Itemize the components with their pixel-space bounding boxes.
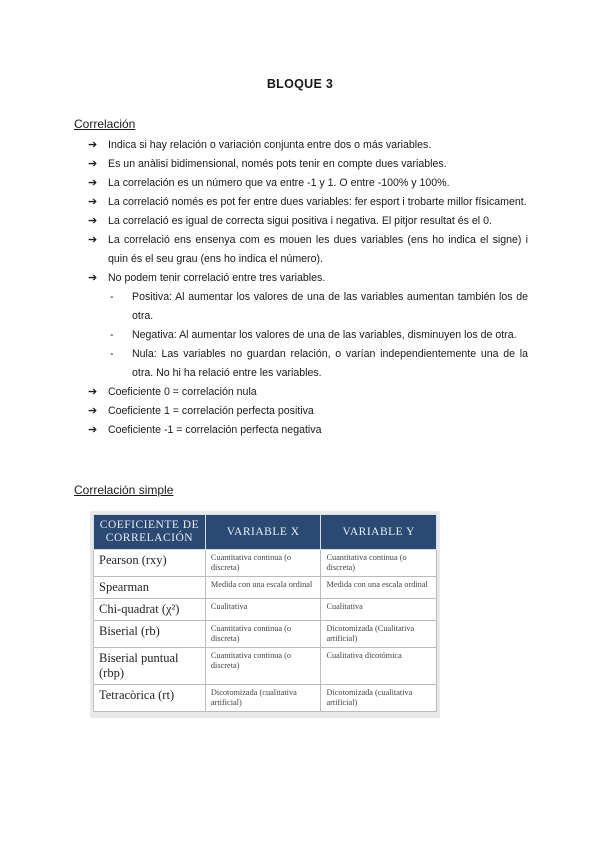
list-item [88,231,528,269]
arrow-right-icon: ➔ [88,158,98,170]
arrow-right-icon: ➔ [88,405,98,417]
column-header: COEFICIENTE DE CORRELACIÓN [94,515,206,550]
list-item [88,136,528,155]
list-item-text: Coeficiente -1 = correlación perfecta negativa [108,424,322,436]
arrow-right-icon: ➔ [88,424,98,436]
table-cell: Cuantitativa continua (o discreta) [321,550,437,577]
table-row [94,621,437,648]
list-item [88,269,528,288]
table-row [94,577,437,599]
table-header-row [94,515,437,550]
table-cell: Cuantitativa continua (o discreta) [205,621,321,648]
sub-list-item [88,288,528,326]
list-item [88,212,528,231]
arrow-right-icon: ➔ [88,177,98,189]
table-cell: Dicotomizada (cualitativa artificial) [321,685,437,712]
table-row [94,599,437,621]
list-item-text: La correlació es igual de correcta sigui positiva i negativa. El pitjor resultat és el 0. [108,215,492,227]
list-item-text: Coeficiente 1 = correlación perfecta positiva [108,405,314,417]
dash-icon: - [110,348,114,360]
arrow-right-icon: ➔ [88,272,98,284]
table-cell: Cualitativa dicotómica [321,648,437,685]
list-item [88,174,528,193]
section-heading-correlacion: Correlación [74,117,136,131]
table-cell: Dicotomizada (cualitativa artificial) [205,685,321,712]
arrow-right-icon: ➔ [88,386,98,398]
list-item [88,193,528,212]
dash-icon: - [110,291,114,303]
sub-list-item-text: Negativa: Al aumentar los valores de una de las variables, disminuyen los de otra. [132,329,517,341]
arrow-right-icon: ➔ [88,215,98,227]
table-cell: Pearson (rxy) [94,550,206,577]
dash-icon: - [110,329,114,341]
table-cell: Medida con una escala ordinal [321,577,437,599]
table-row [94,685,437,712]
list-item-text: La correlación es un número que va entre -1 y 1. O entre -100% y 100%. [108,177,450,189]
table-cell: Dicotomizada (Cualitativa artificial) [321,621,437,648]
list-item [88,421,528,440]
column-header: VARIABLE Y [321,515,437,550]
table-row [94,648,437,685]
arrow-right-icon: ➔ [88,196,98,208]
correlation-table [93,514,437,712]
table-cell: Medida con una escala ordinal [205,577,321,599]
list-item [88,383,528,402]
sub-list-item-text: Positiva: Al aumentar los valores de una de las variables aumentan también los de otra. [132,291,528,322]
table-cell: Cuantitativa continua (o discreta) [205,648,321,685]
table-cell: Biserial (rb) [94,621,206,648]
list-item-text: La correlació ens ensenya com es mouen les dues variables (ens ho indica el signe) i quin és el seu grau (ens ho indica el número). [108,234,528,265]
list-item [88,402,528,421]
list-item-text: No podem tenir correlació entre tres variables. [108,272,326,284]
table-cell: Spearman [94,577,206,599]
arrow-right-icon: ➔ [88,234,98,246]
table-cell: Cuantitativa continua (o discreta) [205,550,321,577]
list-item-text: Es un anàlisi bidimensional, només pots tenir en compte dues variables. [108,158,447,170]
sub-list-item [88,326,528,345]
list-item-text: Coeficiente 0 = correlación nula [108,386,257,398]
list-item-text: La correlació només es pot fer entre dues variables: fer esport i trobarte millor físicament. [108,196,527,208]
column-header: VARIABLE X [205,515,321,550]
bullet-list [88,136,528,440]
sub-list-item [88,345,528,383]
sub-list-item-text: Nula: Las variables no guardan relación, o varían independientemente una de la otra. No hi ha relació entre les variables. [132,348,528,379]
table-cell: Tetracòrica (rt) [94,685,206,712]
list-item [88,155,528,174]
list-item-text: Indica si hay relación o variación conjunta entre dos o más variables. [108,139,432,151]
table-cell: Cualitativa [205,599,321,621]
table-row [94,550,437,577]
page-title: BLOQUE 3 [266,77,334,91]
section-heading-correlacion-simple: Correlación simple [74,483,174,497]
arrow-right-icon: ➔ [88,139,98,151]
table-cell: Biserial puntual (rbp) [94,648,206,685]
correlation-table-image [90,511,440,718]
table-cell: Cualitativa [321,599,437,621]
table-cell: Chi-quadrat (χ²) [94,599,206,621]
